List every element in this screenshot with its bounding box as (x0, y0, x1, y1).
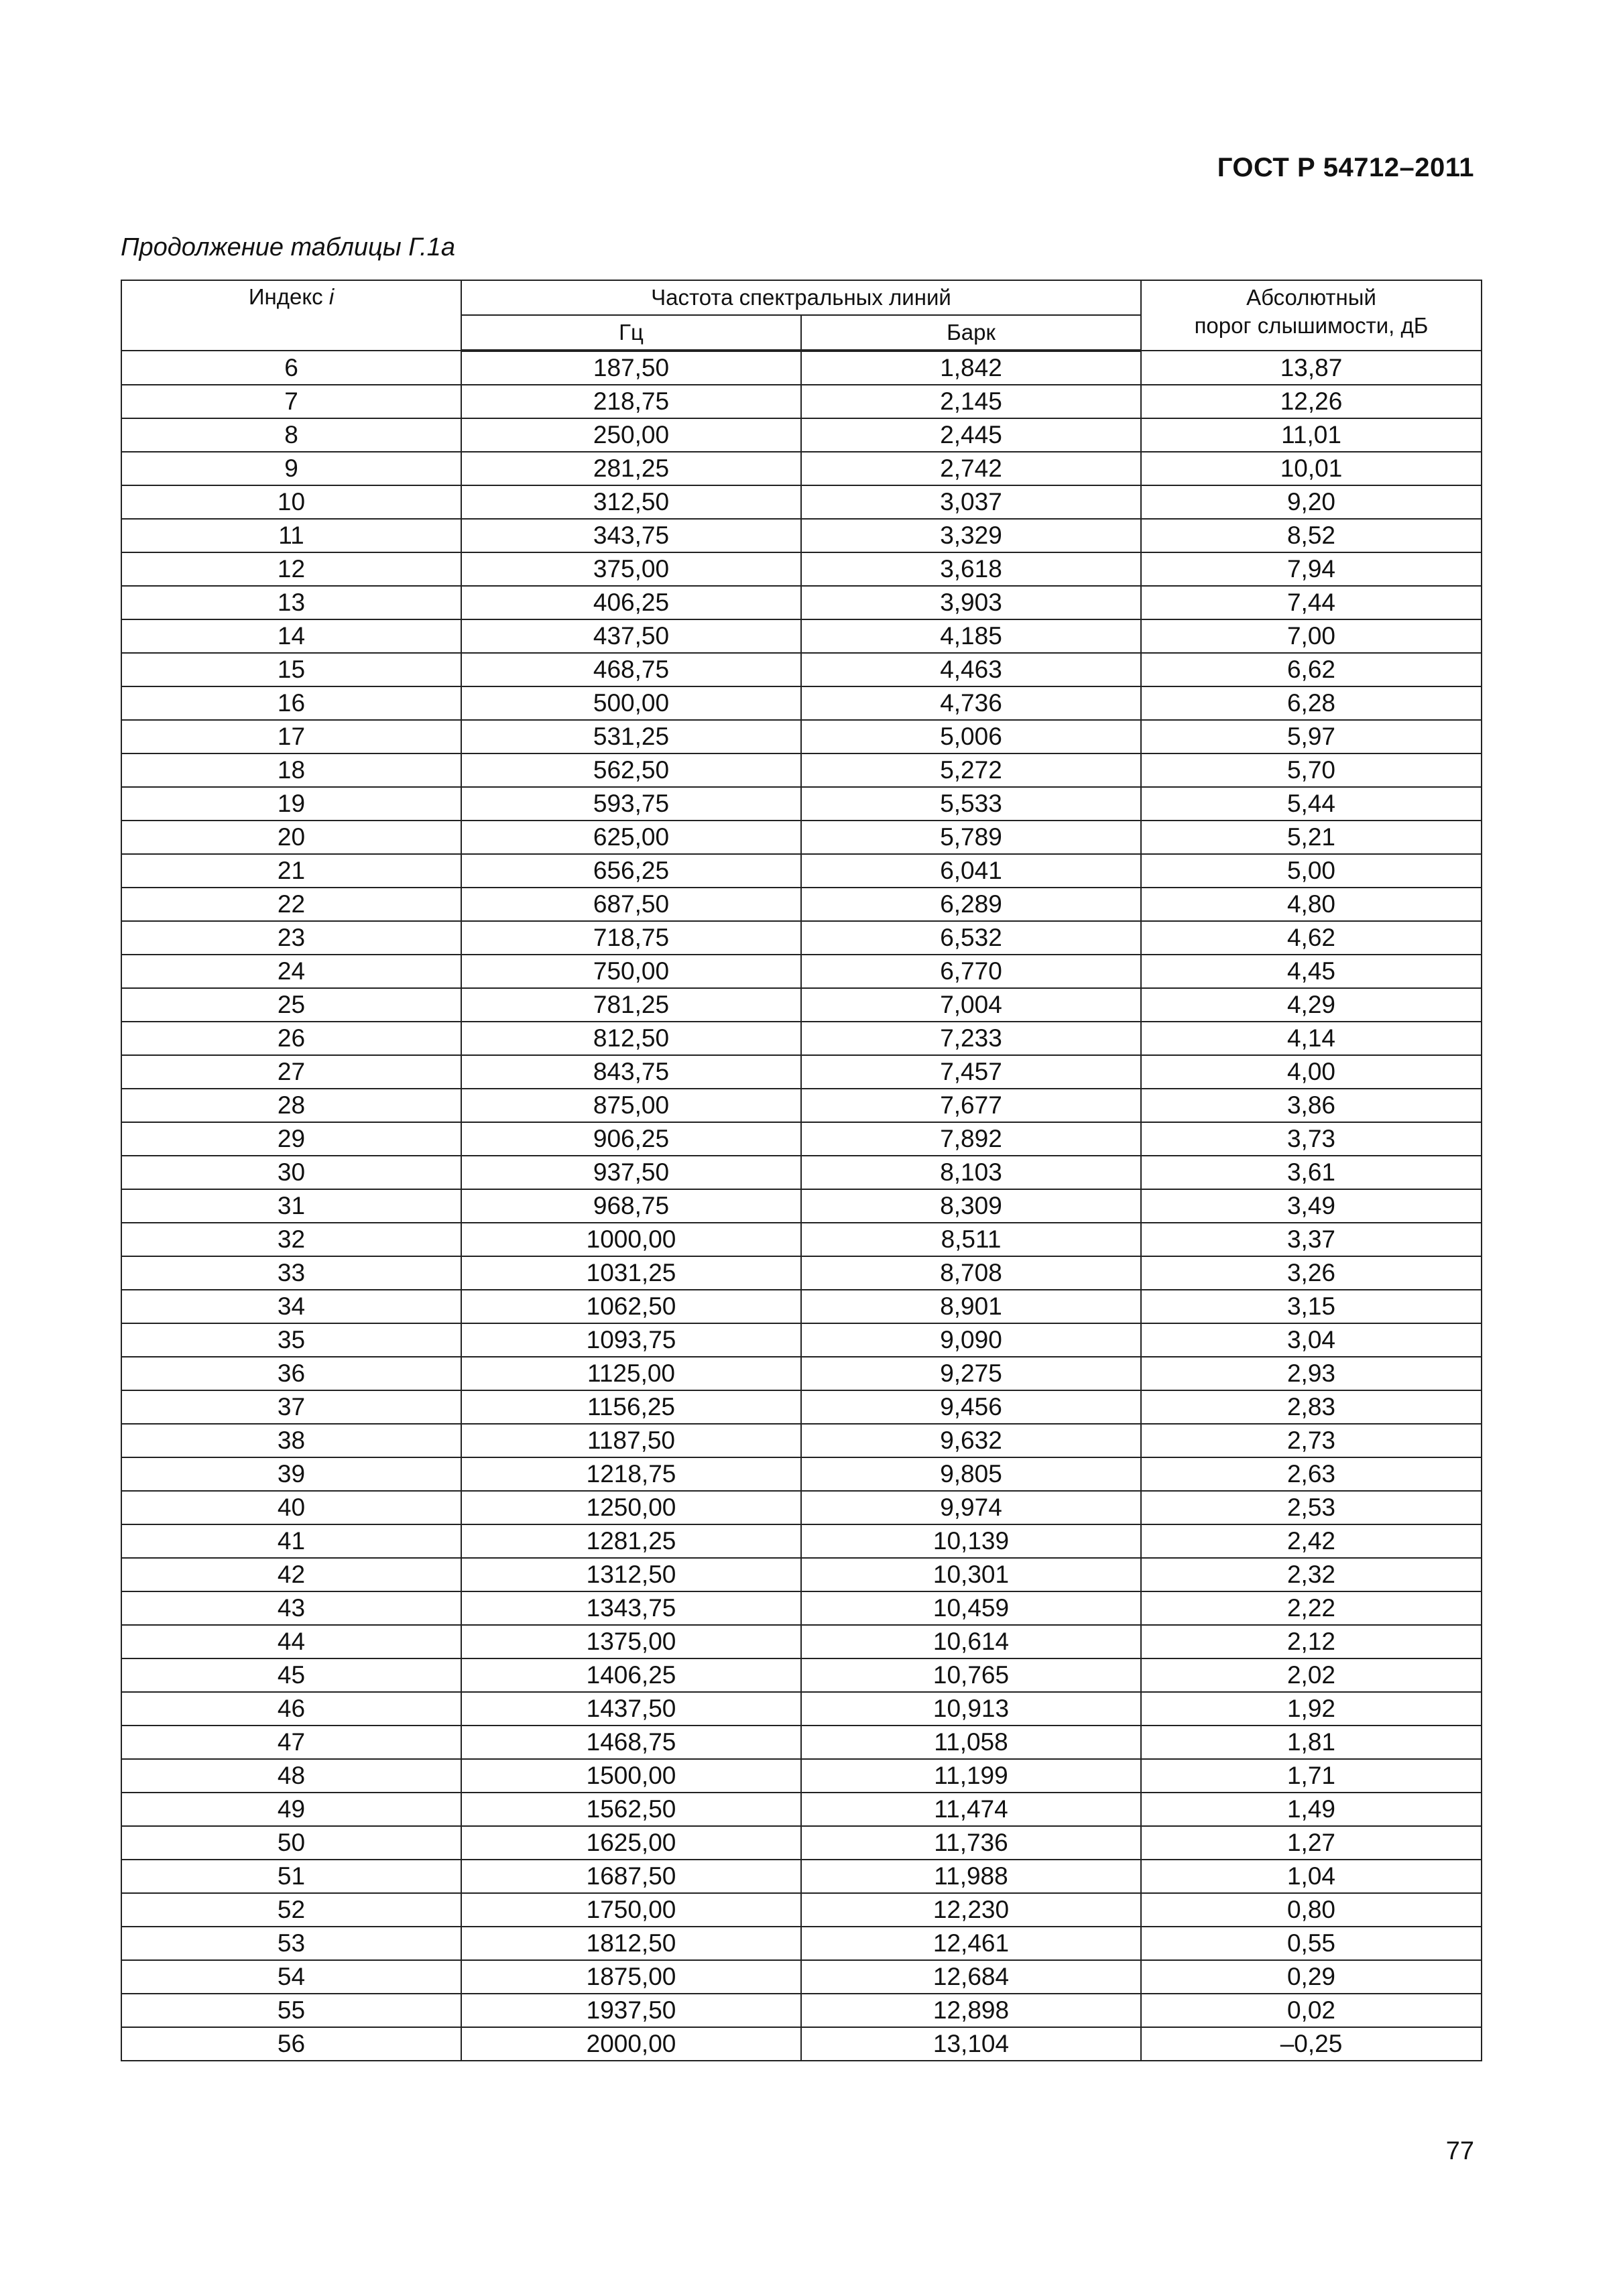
cell-hz: 1218,75 (461, 1457, 801, 1491)
cell-threshold: 2,42 (1141, 1524, 1482, 1558)
cell-threshold: 2,73 (1141, 1424, 1482, 1457)
header-bark: Барк (801, 315, 1141, 351)
cell-hz: 1156,25 (461, 1390, 801, 1424)
table-row (121, 1424, 1482, 1457)
cell-hz: 2000,00 (461, 2027, 801, 2061)
cell-index: 13 (121, 586, 461, 619)
cell-index: 47 (121, 1726, 461, 1759)
cell-threshold: 5,00 (1141, 854, 1482, 888)
cell-threshold: 7,94 (1141, 552, 1482, 586)
cell-bark: 1,842 (801, 351, 1141, 385)
table-row (121, 1022, 1482, 1055)
cell-bark: 12,230 (801, 1893, 1141, 1927)
cell-threshold: 2,83 (1141, 1390, 1482, 1424)
cell-index: 56 (121, 2027, 461, 2061)
cell-bark: 10,913 (801, 1692, 1141, 1726)
cell-threshold: 12,26 (1141, 385, 1482, 418)
table-row (121, 2027, 1482, 2061)
table-row (121, 720, 1482, 753)
cell-index: 35 (121, 1323, 461, 1357)
cell-bark: 12,461 (801, 1927, 1141, 1960)
cell-index: 14 (121, 619, 461, 653)
cell-hz: 968,75 (461, 1189, 801, 1223)
cell-bark: 6,041 (801, 854, 1141, 888)
table-header (121, 280, 1482, 351)
cell-index: 54 (121, 1960, 461, 1994)
cell-index: 21 (121, 854, 461, 888)
cell-threshold: 1,27 (1141, 1826, 1482, 1860)
cell-hz: 1625,00 (461, 1826, 801, 1860)
cell-threshold: 2,12 (1141, 1625, 1482, 1658)
cell-index: 46 (121, 1692, 461, 1726)
cell-hz: 343,75 (461, 519, 801, 552)
cell-threshold: 6,62 (1141, 653, 1482, 686)
cell-index: 11 (121, 519, 461, 552)
cell-hz: 375,00 (461, 552, 801, 586)
cell-hz: 1312,50 (461, 1558, 801, 1591)
cell-hz: 687,50 (461, 888, 801, 921)
cell-index: 15 (121, 653, 461, 686)
cell-hz: 1750,00 (461, 1893, 801, 1927)
cell-bark: 3,903 (801, 586, 1141, 619)
cell-hz: 406,25 (461, 586, 801, 619)
cell-index: 10 (121, 485, 461, 519)
cell-threshold: 2,63 (1141, 1457, 1482, 1491)
cell-bark: 7,233 (801, 1022, 1141, 1055)
cell-hz: 1437,50 (461, 1692, 801, 1726)
cell-threshold: 3,37 (1141, 1223, 1482, 1256)
cell-index: 45 (121, 1658, 461, 1692)
cell-bark: 9,275 (801, 1357, 1141, 1390)
table-row (121, 921, 1482, 955)
header-threshold (1141, 280, 1482, 351)
cell-threshold: 3,73 (1141, 1122, 1482, 1156)
cell-bark: 9,805 (801, 1457, 1141, 1491)
cell-bark: 10,301 (801, 1558, 1141, 1591)
cell-index: 53 (121, 1927, 461, 1960)
table-row (121, 1625, 1482, 1658)
table-row (121, 1759, 1482, 1793)
cell-bark: 2,145 (801, 385, 1141, 418)
cell-hz: 218,75 (461, 385, 801, 418)
cell-threshold: –0,25 (1141, 2027, 1482, 2061)
cell-hz: 625,00 (461, 821, 801, 854)
cell-hz: 500,00 (461, 686, 801, 720)
cell-index: 39 (121, 1457, 461, 1491)
page-number: 77 (1445, 2137, 1474, 2165)
cell-threshold: 4,80 (1141, 888, 1482, 921)
cell-index: 6 (121, 351, 461, 385)
cell-bark: 3,329 (801, 519, 1141, 552)
cell-bark: 10,765 (801, 1658, 1141, 1692)
cell-index: 41 (121, 1524, 461, 1558)
cell-hz: 718,75 (461, 921, 801, 955)
table-row (121, 519, 1482, 552)
table-row (121, 485, 1482, 519)
cell-hz: 1000,00 (461, 1223, 801, 1256)
table-caption: Продолжение таблицы Г.1а (121, 233, 455, 261)
table-row (121, 1189, 1482, 1223)
cell-hz: 1125,00 (461, 1357, 801, 1390)
cell-threshold: 2,22 (1141, 1591, 1482, 1625)
table-row (121, 619, 1482, 653)
cell-bark: 6,770 (801, 955, 1141, 988)
cell-index: 52 (121, 1893, 461, 1927)
cell-bark: 7,457 (801, 1055, 1141, 1089)
cell-bark: 4,463 (801, 653, 1141, 686)
cell-bark: 6,289 (801, 888, 1141, 921)
table-row (121, 418, 1482, 452)
cell-index: 48 (121, 1759, 461, 1793)
table-row (121, 1692, 1482, 1726)
table-row (121, 1457, 1482, 1491)
cell-bark: 5,272 (801, 753, 1141, 787)
cell-threshold: 2,93 (1141, 1357, 1482, 1390)
data-table (121, 280, 1482, 2061)
cell-hz: 1031,25 (461, 1256, 801, 1290)
cell-hz: 1562,50 (461, 1793, 801, 1826)
cell-threshold: 2,32 (1141, 1558, 1482, 1591)
cell-index: 22 (121, 888, 461, 921)
cell-bark: 2,742 (801, 452, 1141, 485)
cell-bark: 12,898 (801, 1994, 1141, 2027)
cell-index: 50 (121, 1826, 461, 1860)
cell-bark: 7,004 (801, 988, 1141, 1022)
table-row (121, 1357, 1482, 1390)
cell-threshold: 8,52 (1141, 519, 1482, 552)
cell-index: 29 (121, 1122, 461, 1156)
cell-index: 44 (121, 1625, 461, 1658)
table-row (121, 888, 1482, 921)
cell-index: 42 (121, 1558, 461, 1591)
table-row (121, 1122, 1482, 1156)
cell-hz: 1187,50 (461, 1424, 801, 1457)
header-threshold-line2: порог слышимости, дБ (1194, 313, 1429, 338)
table-row (121, 385, 1482, 418)
cell-hz: 468,75 (461, 653, 801, 686)
cell-hz: 1812,50 (461, 1927, 801, 1960)
table-row (121, 1793, 1482, 1826)
cell-threshold: 1,81 (1141, 1726, 1482, 1759)
cell-hz: 1281,25 (461, 1524, 801, 1558)
cell-index: 12 (121, 552, 461, 586)
cell-threshold: 2,53 (1141, 1491, 1482, 1524)
cell-threshold: 4,00 (1141, 1055, 1482, 1089)
cell-hz: 1375,00 (461, 1625, 801, 1658)
cell-hz: 250,00 (461, 418, 801, 452)
cell-bark: 9,974 (801, 1491, 1141, 1524)
cell-bark: 5,533 (801, 787, 1141, 821)
cell-hz: 812,50 (461, 1022, 801, 1055)
header-frequency-group: Частота спектральных линий (461, 280, 1141, 315)
cell-bark: 8,511 (801, 1223, 1141, 1256)
table-row (121, 1089, 1482, 1122)
cell-index: 27 (121, 1055, 461, 1089)
cell-bark: 9,456 (801, 1390, 1141, 1424)
cell-threshold: 4,62 (1141, 921, 1482, 955)
header-index-var: i (328, 284, 335, 309)
header-index (121, 280, 461, 351)
table-row (121, 1256, 1482, 1290)
cell-bark: 11,988 (801, 1860, 1141, 1893)
cell-hz: 1937,50 (461, 1994, 801, 2027)
cell-bark: 5,789 (801, 821, 1141, 854)
cell-bark: 11,058 (801, 1726, 1141, 1759)
cell-hz: 843,75 (461, 1055, 801, 1089)
cell-bark: 4,185 (801, 619, 1141, 653)
cell-threshold: 5,97 (1141, 720, 1482, 753)
cell-bark: 9,632 (801, 1424, 1141, 1457)
cell-hz: 750,00 (461, 955, 801, 988)
cell-index: 16 (121, 686, 461, 720)
cell-hz: 1406,25 (461, 1658, 801, 1692)
cell-index: 38 (121, 1424, 461, 1457)
cell-threshold: 0,29 (1141, 1960, 1482, 1994)
table-row (121, 1960, 1482, 1994)
cell-threshold: 3,04 (1141, 1323, 1482, 1357)
table-row (121, 351, 1482, 385)
cell-hz: 593,75 (461, 787, 801, 821)
header-index-label: Индекс (248, 284, 323, 309)
cell-hz: 1468,75 (461, 1726, 801, 1759)
cell-hz: 1343,75 (461, 1591, 801, 1625)
cell-index: 36 (121, 1357, 461, 1390)
cell-index: 55 (121, 1994, 461, 2027)
cell-bark: 3,037 (801, 485, 1141, 519)
table-row (121, 787, 1482, 821)
cell-hz: 562,50 (461, 753, 801, 787)
table-row (121, 1156, 1482, 1189)
table-row (121, 1223, 1482, 1256)
table-row (121, 1055, 1482, 1089)
cell-threshold: 4,14 (1141, 1022, 1482, 1055)
cell-index: 40 (121, 1491, 461, 1524)
cell-bark: 6,532 (801, 921, 1141, 955)
cell-threshold: 5,21 (1141, 821, 1482, 854)
table-row (121, 552, 1482, 586)
cell-threshold: 7,44 (1141, 586, 1482, 619)
table-row (121, 1893, 1482, 1927)
cell-bark: 7,892 (801, 1122, 1141, 1156)
table-row (121, 1860, 1482, 1893)
cell-index: 8 (121, 418, 461, 452)
cell-threshold: 4,45 (1141, 955, 1482, 988)
cell-index: 19 (121, 787, 461, 821)
table-row (121, 653, 1482, 686)
cell-index: 51 (121, 1860, 461, 1893)
cell-index: 34 (121, 1290, 461, 1323)
cell-index: 37 (121, 1390, 461, 1424)
table-row (121, 1558, 1482, 1591)
cell-threshold: 1,04 (1141, 1860, 1482, 1893)
cell-index: 18 (121, 753, 461, 787)
table-row (121, 955, 1482, 988)
cell-threshold: 3,15 (1141, 1290, 1482, 1323)
cell-threshold: 3,61 (1141, 1156, 1482, 1189)
cell-hz: 781,25 (461, 988, 801, 1022)
cell-hz: 1093,75 (461, 1323, 801, 1357)
cell-threshold: 13,87 (1141, 351, 1482, 385)
cell-threshold: 3,86 (1141, 1089, 1482, 1122)
cell-hz: 187,50 (461, 351, 801, 385)
cell-bark: 5,006 (801, 720, 1141, 753)
cell-hz: 312,50 (461, 485, 801, 519)
cell-index: 30 (121, 1156, 461, 1189)
cell-threshold: 1,92 (1141, 1692, 1482, 1726)
cell-threshold: 5,70 (1141, 753, 1482, 787)
cell-hz: 937,50 (461, 1156, 801, 1189)
table-row (121, 753, 1482, 787)
cell-bark: 7,677 (801, 1089, 1141, 1122)
cell-threshold: 1,71 (1141, 1759, 1482, 1793)
table-row (121, 1290, 1482, 1323)
cell-index: 17 (121, 720, 461, 753)
header-threshold-line1: Абсолютный (1246, 285, 1376, 310)
table-row (121, 1658, 1482, 1692)
table-row (121, 1323, 1482, 1357)
cell-index: 31 (121, 1189, 461, 1223)
cell-hz: 1250,00 (461, 1491, 801, 1524)
table-row (121, 821, 1482, 854)
cell-index: 24 (121, 955, 461, 988)
cell-hz: 531,25 (461, 720, 801, 753)
document-code: ГОСТ Р 54712–2011 (1217, 153, 1474, 182)
cell-bark: 8,309 (801, 1189, 1141, 1223)
cell-bark: 12,684 (801, 1960, 1141, 1994)
cell-threshold: 3,26 (1141, 1256, 1482, 1290)
cell-bark: 8,103 (801, 1156, 1141, 1189)
cell-hz: 281,25 (461, 452, 801, 485)
data-table-container (121, 280, 1481, 2061)
table-row (121, 1927, 1482, 1960)
table-row (121, 854, 1482, 888)
cell-hz: 1875,00 (461, 1960, 801, 1994)
table-row (121, 1524, 1482, 1558)
table-row (121, 1591, 1482, 1625)
table-row (121, 1994, 1482, 2027)
cell-index: 9 (121, 452, 461, 485)
cell-index: 7 (121, 385, 461, 418)
cell-bark: 11,736 (801, 1826, 1141, 1860)
cell-bark: 4,736 (801, 686, 1141, 720)
cell-threshold: 4,29 (1141, 988, 1482, 1022)
cell-index: 33 (121, 1256, 461, 1290)
cell-threshold: 3,49 (1141, 1189, 1482, 1223)
cell-bark: 9,090 (801, 1323, 1141, 1357)
cell-threshold: 1,49 (1141, 1793, 1482, 1826)
cell-threshold: 0,02 (1141, 1994, 1482, 2027)
cell-hz: 875,00 (461, 1089, 801, 1122)
table-row (121, 988, 1482, 1022)
cell-hz: 437,50 (461, 619, 801, 653)
cell-bark: 10,459 (801, 1591, 1141, 1625)
table-row (121, 1390, 1482, 1424)
cell-hz: 1687,50 (461, 1860, 801, 1893)
cell-index: 32 (121, 1223, 461, 1256)
cell-threshold: 2,02 (1141, 1658, 1482, 1692)
table-row (121, 686, 1482, 720)
cell-hz: 906,25 (461, 1122, 801, 1156)
cell-threshold: 0,80 (1141, 1893, 1482, 1927)
cell-bark: 10,139 (801, 1524, 1141, 1558)
cell-threshold: 7,00 (1141, 619, 1482, 653)
cell-index: 26 (121, 1022, 461, 1055)
cell-bark: 3,618 (801, 552, 1141, 586)
cell-index: 23 (121, 921, 461, 955)
cell-index: 25 (121, 988, 461, 1022)
cell-index: 28 (121, 1089, 461, 1122)
cell-index: 43 (121, 1591, 461, 1625)
cell-threshold: 11,01 (1141, 418, 1482, 452)
cell-bark: 11,199 (801, 1759, 1141, 1793)
cell-threshold: 6,28 (1141, 686, 1482, 720)
cell-threshold: 9,20 (1141, 485, 1482, 519)
table-row (121, 1491, 1482, 1524)
cell-bark: 2,445 (801, 418, 1141, 452)
table-row (121, 1826, 1482, 1860)
table-body (121, 351, 1482, 2061)
cell-hz: 1500,00 (461, 1759, 801, 1793)
table-row (121, 1726, 1482, 1759)
table-row (121, 452, 1482, 485)
cell-index: 49 (121, 1793, 461, 1826)
cell-bark: 8,901 (801, 1290, 1141, 1323)
cell-threshold: 10,01 (1141, 452, 1482, 485)
cell-threshold: 5,44 (1141, 787, 1482, 821)
header-hz: Гц (461, 315, 801, 351)
cell-hz: 656,25 (461, 854, 801, 888)
cell-bark: 8,708 (801, 1256, 1141, 1290)
cell-threshold: 0,55 (1141, 1927, 1482, 1960)
cell-bark: 13,104 (801, 2027, 1141, 2061)
cell-index: 20 (121, 821, 461, 854)
table-row (121, 586, 1482, 619)
cell-bark: 11,474 (801, 1793, 1141, 1826)
cell-hz: 1062,50 (461, 1290, 801, 1323)
cell-bark: 10,614 (801, 1625, 1141, 1658)
